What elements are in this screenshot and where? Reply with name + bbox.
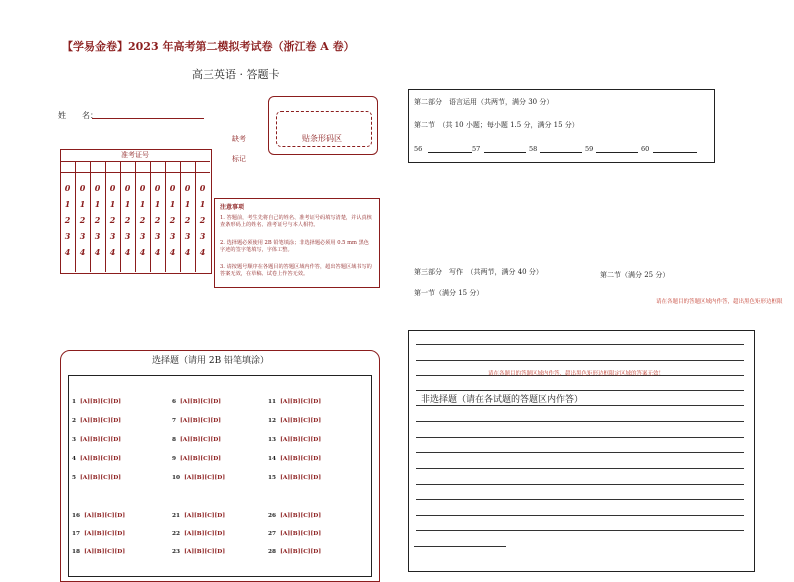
writing-line: [416, 452, 744, 453]
barcode-label: 贴条形码区: [302, 134, 342, 143]
choice-question[interactable]: [172, 549, 225, 555]
option-bubbles[interactable]: [A][B][C][D]: [80, 399, 122, 405]
notice-title: 注意事项: [220, 204, 245, 211]
option-bubbles[interactable]: [A][B][C][D]: [80, 418, 122, 424]
exam-digit-bubble[interactable]: 0: [109, 183, 116, 193]
nonchoice-title: 非选择题（请在各试题的答题区内作答）: [421, 395, 584, 405]
option-bubbles[interactable]: [A][B][C][D]: [184, 513, 226, 519]
writing-line: [416, 515, 744, 516]
writing-line: [416, 390, 744, 391]
choice-question[interactable]: [268, 399, 321, 405]
option-bubbles[interactable]: [A][B][C][D]: [280, 513, 322, 519]
choice-question[interactable]: [268, 437, 321, 443]
exam-digit-bubble[interactable]: 4: [184, 247, 191, 257]
option-bubbles[interactable]: [A][B][C][D]: [280, 456, 322, 462]
notice-item: 1. 答题前，考生先将自己的姓名、准考证号码填写清楚，并认真核查条形码上的姓名、准考证号与本人相符。: [220, 215, 372, 229]
exam-digit-bubble[interactable]: 4: [79, 247, 86, 257]
exam-digit-bubble[interactable]: 1: [199, 199, 206, 209]
choice-question[interactable]: [268, 456, 321, 462]
name-field[interactable]: [92, 118, 204, 119]
choice-question[interactable]: [268, 513, 321, 519]
card-title: 高三英语 · 答题卡: [192, 68, 280, 81]
question-number: 2: [72, 418, 77, 424]
exam-digit-bubble[interactable]: 3: [184, 231, 191, 241]
exam-digit-bubble[interactable]: 2: [64, 215, 71, 225]
exam-digit-bubble[interactable]: 2: [199, 215, 206, 225]
exam-digit-bubble[interactable]: 1: [64, 199, 71, 209]
question-number: 18: [72, 549, 81, 555]
blank-line[interactable]: [596, 152, 638, 153]
blank-number: 58: [529, 145, 538, 153]
option-bubbles[interactable]: [A][B][C][D]: [180, 399, 222, 405]
exam-digit-bubble[interactable]: 1: [169, 199, 176, 209]
exam-digit-bubble[interactable]: 0: [184, 183, 191, 193]
exam-digit-bubble[interactable]: 1: [139, 199, 146, 209]
option-bubbles[interactable]: [A][B][C][D]: [184, 531, 226, 537]
question-number: 15: [268, 475, 277, 481]
question-number: 27: [268, 531, 277, 537]
exam-digit-bubble[interactable]: 4: [124, 247, 131, 257]
section3-title: 第三部分 写作 （共两节，满分 40 分）: [414, 268, 543, 276]
question-number: 10: [172, 475, 181, 481]
exam-digit-bubble[interactable]: 1: [154, 199, 161, 209]
option-bubbles[interactable]: [A][B][C][D]: [180, 456, 222, 462]
writing-line: [416, 468, 744, 469]
exam-digit-bubble[interactable]: 3: [154, 231, 161, 241]
choice-question[interactable]: [172, 531, 225, 537]
section3-warning: 请在各题目的答题区域内作答，超出黑色矩形边框限: [656, 299, 783, 305]
exam-digit-bubble[interactable]: 0: [94, 183, 101, 193]
exam-digit-bubble[interactable]: 1: [94, 199, 101, 209]
blank-number: 59: [585, 145, 594, 153]
exam-digit-bubble[interactable]: 3: [124, 231, 131, 241]
exam-digit-bubble[interactable]: 4: [169, 247, 176, 257]
absent-label: 缺考标记: [232, 135, 246, 163]
writing-area[interactable]: [408, 330, 755, 572]
choice-question[interactable]: [268, 418, 321, 424]
choice-question[interactable]: [72, 531, 125, 537]
writing-line: [416, 360, 744, 361]
choice-question[interactable]: [72, 456, 121, 462]
notice-item: 2. 选择题必须使用 2B 铅笔填涂；非选择题必须用 0.5 mm 黑色字迹的签字笔填写，字体工整。: [220, 240, 369, 254]
exam-digit-bubble[interactable]: 0: [199, 183, 206, 193]
writing-line: [416, 499, 744, 500]
question-number: 3: [72, 437, 77, 443]
choice-question[interactable]: [72, 513, 125, 519]
exam-digit-bubble[interactable]: 3: [94, 231, 101, 241]
section3-part1: 第一节（满分 15 分）: [414, 289, 484, 296]
question-number: 4: [72, 456, 77, 462]
option-bubbles[interactable]: [A][B][C][D]: [84, 513, 126, 519]
question-number: 6: [172, 399, 177, 405]
choice-question[interactable]: [172, 418, 221, 424]
exam-digit-bubble[interactable]: 2: [79, 215, 86, 225]
exam-digit-bubble[interactable]: 3: [64, 231, 71, 241]
exam-digit-bubble[interactable]: 1: [184, 199, 191, 209]
exam-digit-bubble[interactable]: 0: [124, 183, 131, 193]
choice-question[interactable]: [72, 475, 121, 481]
section3-part2: 第二节（满分 25 分）: [600, 271, 670, 279]
question-number: 9: [172, 456, 177, 462]
choice-question[interactable]: [172, 399, 221, 405]
exam-digit-bubble[interactable]: 1: [109, 199, 116, 209]
question-number: 1: [72, 399, 77, 405]
exam-digit-bubble[interactable]: 0: [154, 183, 161, 193]
section2-part2: 第二节 （共 10 小题；每小题 1.5 分，满分 15 分）: [414, 121, 579, 129]
exam-digit-bubble[interactable]: 4: [199, 247, 206, 257]
exam-digit-bubble[interactable]: 2: [169, 215, 176, 225]
choice-question[interactable]: [268, 549, 321, 555]
choice-question[interactable]: [72, 418, 121, 424]
question-number: 28: [268, 549, 277, 555]
exam-digit-bubble[interactable]: 2: [94, 215, 101, 225]
option-bubbles[interactable]: [A][B][C][D]: [280, 437, 322, 443]
question-number: 8: [172, 437, 177, 443]
question-number: 26: [268, 513, 277, 519]
writing-line: [416, 421, 744, 422]
name-label: 姓 名：: [58, 111, 98, 120]
exam-digit-bubble[interactable]: 3: [199, 231, 206, 241]
exam-digit-bubble[interactable]: 3: [109, 231, 116, 241]
question-number: 11: [268, 399, 277, 405]
choice-question[interactable]: [172, 456, 221, 462]
exam-digit-bubble[interactable]: 2: [184, 215, 191, 225]
exam-digit-bubble[interactable]: 1: [124, 199, 131, 209]
writing-line: [416, 437, 744, 438]
option-bubbles[interactable]: [A][B][C][D]: [180, 437, 222, 443]
exam-digit-bubble[interactable]: 4: [139, 247, 146, 257]
question-number: 16: [72, 513, 81, 519]
writing-line: [416, 405, 744, 406]
choice-question[interactable]: [268, 475, 321, 481]
option-bubbles[interactable]: [A][B][C][D]: [84, 549, 126, 555]
exam-digit-bubble[interactable]: 0: [139, 183, 146, 193]
exam-digit-bubble[interactable]: 3: [139, 231, 146, 241]
blank-number: 56: [414, 145, 423, 153]
exam-digit-bubble[interactable]: 3: [79, 231, 86, 241]
blank-line[interactable]: [428, 152, 472, 153]
option-bubbles[interactable]: [A][B][C][D]: [80, 456, 122, 462]
question-number: 17: [72, 531, 81, 537]
choice-question[interactable]: [72, 549, 125, 555]
exam-digit-bubble[interactable]: 4: [109, 247, 116, 257]
option-bubbles[interactable]: [A][B][C][D]: [280, 475, 322, 481]
choice-question[interactable]: [172, 513, 225, 519]
choice-question[interactable]: [172, 475, 225, 481]
exam-digit-bubble[interactable]: 2: [124, 215, 131, 225]
exam-digit-bubble[interactable]: 4: [64, 247, 71, 257]
option-bubbles[interactable]: [A][B][C][D]: [84, 531, 126, 537]
exam-digit-bubble[interactable]: 2: [109, 215, 116, 225]
option-bubbles[interactable]: [A][B][C][D]: [80, 475, 122, 481]
writing-warning: 请在各题目的答题区域内作答，超出黑色矩形边框限定区域的答案无效！: [488, 371, 665, 377]
blank-number: 60: [641, 145, 650, 153]
blank-line[interactable]: [484, 152, 526, 153]
choice-title: 选择题（请用 2B 铅笔填涂）: [152, 356, 270, 366]
question-number: 22: [172, 531, 181, 537]
notice-item: 3. 请按题号顺序在各题目的答题区域内作答，超出答题区域书写的答案无效，在草稿、试卷上作答无效。: [220, 264, 372, 278]
section2-title: 第二部分 语言运用（共两节，满分 30 分）: [414, 98, 554, 106]
option-bubbles[interactable]: [A][B][C][D]: [280, 549, 322, 555]
option-bubbles[interactable]: [A][B][C][D]: [280, 531, 322, 537]
writing-line: [416, 530, 744, 531]
exam-digit-bubble[interactable]: 0: [64, 183, 71, 193]
question-number: 5: [72, 475, 77, 481]
exam-digit-bubble[interactable]: 0: [169, 183, 176, 193]
writing-line: [416, 484, 744, 485]
exam-title: 【学易金卷】2023 年高考第二模拟考试卷（浙江卷 A 卷）: [62, 40, 355, 53]
question-number: 23: [172, 549, 181, 555]
question-number: 12: [268, 418, 277, 424]
option-bubbles[interactable]: [A][B][C][D]: [80, 437, 122, 443]
exam-digit-bubble[interactable]: 0: [79, 183, 86, 193]
writing-line: [416, 344, 744, 345]
exam-digit-bubble[interactable]: 2: [154, 215, 161, 225]
option-bubbles[interactable]: [A][B][C][D]: [184, 549, 226, 555]
exam-digit-bubble[interactable]: 2: [139, 215, 146, 225]
question-number: 21: [172, 513, 181, 519]
option-bubbles[interactable]: [A][B][C][D]: [184, 475, 226, 481]
choice-question[interactable]: [172, 437, 221, 443]
exam-digit-bubble[interactable]: 4: [94, 247, 101, 257]
exam-digit-bubble[interactable]: 3: [169, 231, 176, 241]
choice-question[interactable]: [72, 399, 121, 405]
option-bubbles[interactable]: [A][B][C][D]: [280, 418, 322, 424]
choice-question[interactable]: [72, 437, 121, 443]
question-number: 13: [268, 437, 277, 443]
blank-number: 57: [472, 145, 481, 153]
exam-number-label: 准考证号: [121, 151, 149, 159]
short-line: [414, 546, 506, 547]
blank-line[interactable]: [540, 152, 582, 153]
question-number: 14: [268, 456, 277, 462]
option-bubbles[interactable]: [A][B][C][D]: [180, 418, 222, 424]
question-number: 7: [172, 418, 177, 424]
blank-line[interactable]: [653, 152, 697, 153]
choice-question[interactable]: [268, 531, 321, 537]
exam-digit-bubble[interactable]: 1: [79, 199, 86, 209]
exam-digit-bubble[interactable]: 4: [154, 247, 161, 257]
option-bubbles[interactable]: [A][B][C][D]: [280, 399, 322, 405]
